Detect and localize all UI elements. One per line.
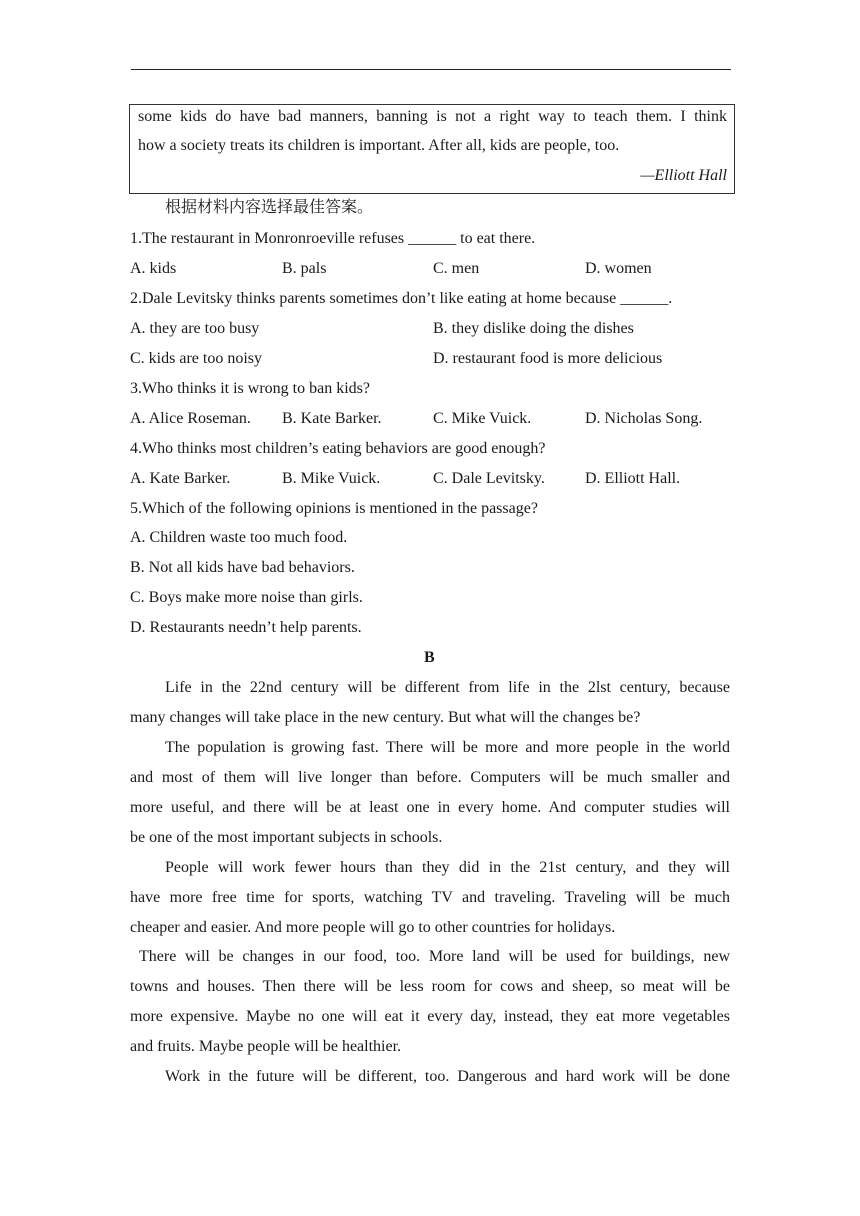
passage-line: more expensive. Maybe no one will eat it every day, instead, they eat more vegetables — [130, 1008, 730, 1025]
quote-box — [129, 104, 735, 194]
question-stem: 3.Who thinks it is wrong to ban kids? — [130, 380, 370, 397]
quote-line: how a society treats its children is important. After all, kids are people, too. — [138, 137, 620, 154]
option: B. pals — [282, 260, 327, 277]
option: C. men — [433, 260, 480, 277]
question-stem: 5.Which of the following opinions is mentioned in the passage? — [130, 500, 538, 517]
option: D. Elliott Hall. — [585, 470, 681, 487]
option: C. kids are too noisy — [130, 350, 262, 367]
option: D. Restaurants needn’t help parents. — [130, 619, 362, 636]
passage-line: People will work fewer hours than they did in the 21st century, and they will — [165, 859, 730, 876]
option: C. Boys make more noise than girls. — [130, 589, 363, 606]
option: A. Kate Barker. — [130, 470, 231, 487]
quote-line: some kids do have bad manners, banning is not a right way to teach them. I think — [138, 108, 727, 125]
passage-line: and most of them will live longer than before. Computers will be much smaller and — [130, 769, 730, 786]
section-heading: B — [424, 649, 435, 666]
option: B. Kate Barker. — [282, 410, 382, 427]
option: D. restaurant food is more delicious — [433, 350, 663, 367]
quote-signature: —Elliott Hall — [640, 167, 727, 184]
question-stem: 1.The restaurant in Monronroeville refuses ______ to eat there. — [130, 230, 536, 247]
option: A. Children waste too much food. — [130, 529, 348, 546]
passage-line: have more free time for sports, watching TV and traveling. Traveling will be much — [130, 889, 730, 906]
option: A. they are too busy — [130, 320, 260, 337]
option: C. Dale Levitsky. — [433, 470, 545, 487]
passage-line: be one of the most important subjects in schools. — [130, 829, 443, 846]
passage-line: There will be changes in our food, too. More land will be used for buildings, new — [139, 948, 730, 965]
question-stem: 4.Who thinks most children’s eating behaviors are good enough? — [130, 440, 546, 457]
passage-line: many changes will take place in the new century. But what will the changes be? — [130, 709, 641, 726]
option: A. Alice Roseman. — [130, 410, 251, 427]
passage-line: towns and houses. Then there will be less room for cows and sheep, so meat will be — [130, 978, 730, 995]
passage-line: more useful, and there will be at least one in every home. And computer studies will — [130, 799, 730, 816]
option: B. Not all kids have bad behaviors. — [130, 559, 355, 576]
option: B. Mike Vuick. — [282, 470, 381, 487]
instruction: 根据材料内容选择最佳答案。 — [165, 199, 374, 216]
option: D. Nicholas Song. — [585, 410, 703, 427]
passage-line: cheaper and easier. And more people will go to other countries for holidays. — [130, 919, 616, 936]
passage-line: and fruits. Maybe people will be healthier. — [130, 1038, 402, 1055]
option: B. they dislike doing the dishes — [433, 320, 634, 337]
passage-line: Work in the future will be different, too. Dangerous and hard work will be done — [165, 1068, 730, 1085]
option: D. women — [585, 260, 652, 277]
question-stem: 2.Dale Levitsky thinks parents sometimes don’t like eating at home because ______. — [130, 290, 673, 307]
option: A. kids — [130, 260, 177, 277]
option: C. Mike Vuick. — [433, 410, 532, 427]
passage-line: Life in the 22nd century will be different from life in the 2lst century, because — [165, 679, 730, 696]
passage-line: The population is growing fast. There will be more and more people in the world — [165, 739, 730, 756]
header-rule — [131, 69, 731, 70]
